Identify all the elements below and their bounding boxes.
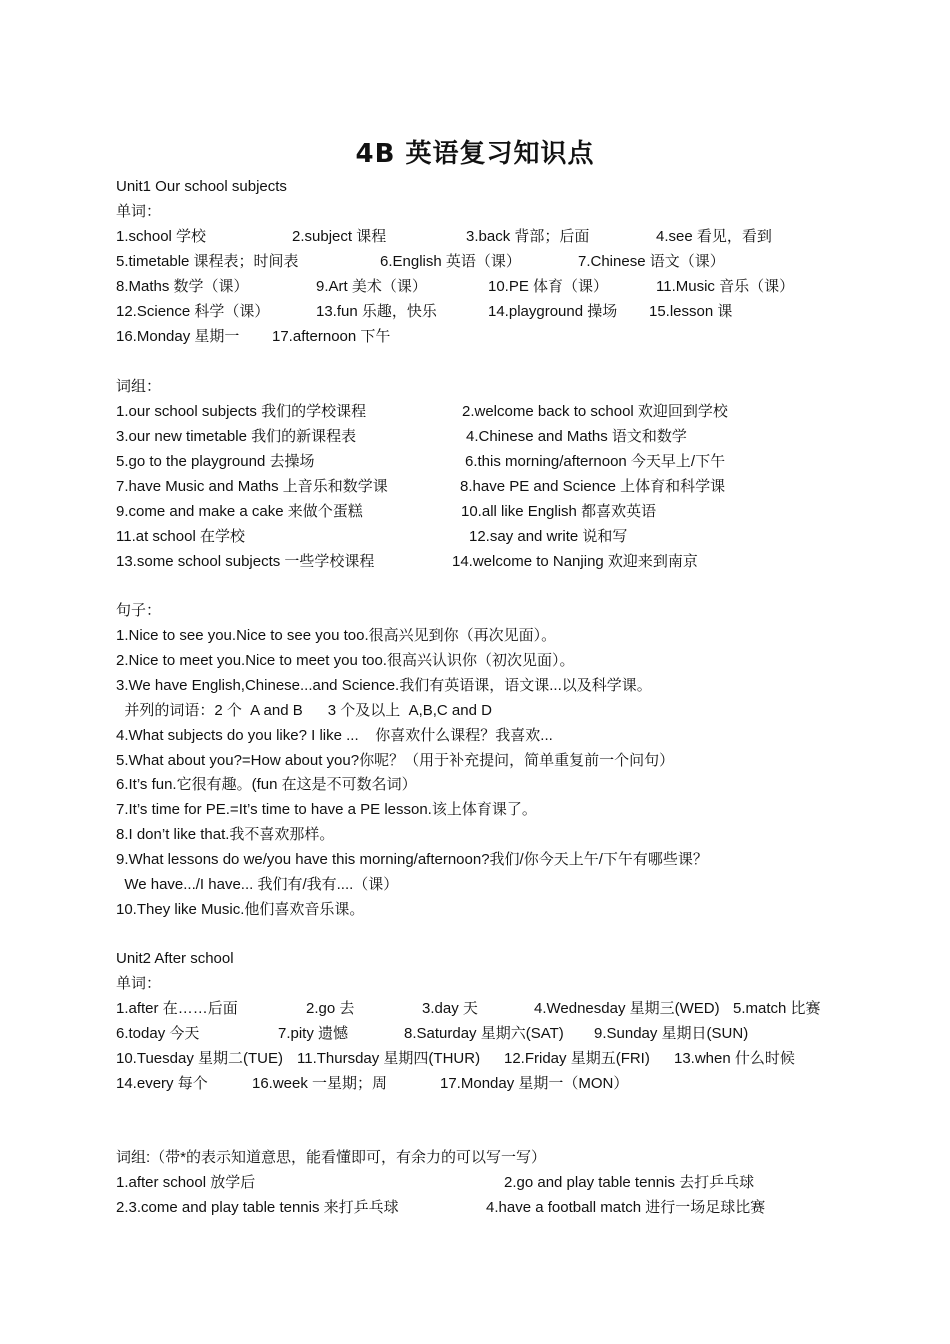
phrase-item: 10.all like English 都喜欢英语 xyxy=(461,503,657,520)
sentence-item: 8.I don’t like that.我不喜欢那样。 xyxy=(116,826,335,843)
sentence-item: 并列的词语：2 个 A and B 3 个及以上 A,B,C and D xyxy=(116,702,492,719)
sentence-item: 2.Nice to meet you.Nice to meet you too.很高兴认识你（初次见面）。 xyxy=(116,652,575,669)
phrase-item: 6.this morning/afternoon 今天早上/下午 xyxy=(465,453,726,470)
unit2-phrases-label: 词组:（带*的表示知道意思，能看懂即可，有余力的可以写一写） xyxy=(116,1149,547,1166)
word-item: 17.afternoon 下午 xyxy=(272,328,391,345)
sentence-item: 1.Nice to see you.Nice to see you too.很高兴见到你（再次见面）。 xyxy=(116,627,557,644)
word-item: 4.see 看见，看到 xyxy=(656,228,772,245)
phrase-item: 4.have a football match 进行一场足球比赛 xyxy=(486,1199,766,1216)
word-item: 15.lesson 课 xyxy=(649,303,733,320)
phrase-item: 5.go to the playground 去操场 xyxy=(116,453,315,470)
word-item: 12.Friday 星期五(FRI) xyxy=(504,1050,650,1067)
sentence-item: 5.What about you?=How about you?你呢？（用于补充提问，简单重复前一个问句） xyxy=(116,752,675,769)
sentence-item: 4.What subjects do you like? I like ... 你喜欢什么课程？我喜欢... xyxy=(116,727,553,744)
unit2-phrases-row xyxy=(116,1198,766,1278)
page-title: 4B 英语复习知识点 xyxy=(355,139,595,169)
word-item: 9.Sunday 星期日(SUN) xyxy=(594,1025,749,1042)
sentence-item: 6.It’s fun.它很有趣。(fun 在这是不可数名词） xyxy=(116,776,417,793)
word-item: 3.back 背部；后面 xyxy=(466,228,590,245)
sentence-item: We have.../I have... 我们有/我有....（课） xyxy=(116,876,399,893)
unit1-words-label: 单词： xyxy=(116,203,162,220)
phrase-item: 2.3.come and play table tennis 来打乒乓球 xyxy=(116,1199,399,1216)
word-item: 14.every 每个 xyxy=(116,1075,208,1092)
word-item: 6.today 今天 xyxy=(116,1025,200,1042)
word-item: 13.when 什么时候 xyxy=(674,1050,795,1067)
word-item: 2.go 去 xyxy=(306,1000,355,1017)
phrase-item: 12.say and write 说和写 xyxy=(469,528,628,545)
word-item: 6.English 英语（课） xyxy=(380,253,521,270)
word-item: 8.Maths 数学（课） xyxy=(116,278,249,295)
word-item: 10.PE 体育（课） xyxy=(488,278,609,295)
word-item: 14.playground 操场 xyxy=(488,303,618,320)
unit1-phrases-label: 词组： xyxy=(116,378,162,395)
word-item: 17.Monday 星期一（MON） xyxy=(440,1075,629,1092)
phrase-item: 8.have PE and Science 上体育和科学课 xyxy=(460,478,726,495)
unit1-sentences-label: 句子： xyxy=(116,602,162,619)
word-item: 9.Art 美术（课） xyxy=(316,278,427,295)
word-item: 5.timetable 课程表；时间表 xyxy=(116,253,299,270)
word-item: 3.day 天 xyxy=(422,1000,478,1017)
word-item: 11.Music 音乐（课） xyxy=(656,278,795,295)
word-item: 5.match 比赛 xyxy=(733,1000,821,1017)
word-item: 10.Tuesday 星期二(TUE) xyxy=(116,1050,283,1067)
phrase-item: 14.welcome to Nanjing 欢迎来到南京 xyxy=(452,553,698,570)
word-item: 7.pity 遗憾 xyxy=(278,1025,349,1042)
unit2-words-label: 单词： xyxy=(116,975,162,992)
phrase-item: 2.welcome back to school 欢迎回到学校 xyxy=(462,403,728,420)
word-item: 11.Thursday 星期四(THUR) xyxy=(297,1050,481,1067)
phrase-item: 2.go and play table tennis 去打乒乓球 xyxy=(504,1174,755,1191)
unit1-heading: Unit1 Our school subjects xyxy=(116,178,287,195)
phrase-item: 13.some school subjects 一些学校课程 xyxy=(116,553,375,570)
phrase-item: 1.our school subjects 我们的学校课程 xyxy=(116,403,367,420)
sentence-item: 9.What lessons do we/you have this morning/afternoon?我们/你今天上午/下午有哪些课？ xyxy=(116,851,708,868)
sentence-item: 7.It’s time for PE.=It’s time to have a PE lesson.该上体育课了。 xyxy=(116,801,537,818)
word-item: 13.fun 乐趣，快乐 xyxy=(316,303,437,320)
sentence-item: 10.They like Music.他们喜欢音乐课。 xyxy=(116,901,365,918)
word-item: 12.Science 科学（课） xyxy=(116,303,270,320)
phrase-item: 7.have Music and Maths 上音乐和数学课 xyxy=(116,478,388,495)
unit2-heading: Unit2 After school xyxy=(116,950,234,967)
sentence-item: 3.We have English,Chinese...and Science.我们有英语课，语文课...以及科学课。 xyxy=(116,677,652,694)
phrase-item: 4.Chinese and Maths 语文和数学 xyxy=(466,428,687,445)
word-item: 2.subject 课程 xyxy=(292,228,387,245)
word-item: 16.Monday 星期一 xyxy=(116,328,240,345)
word-item: 8.Saturday 星期六(SAT) xyxy=(404,1025,564,1042)
word-item: 1.after 在……后面 xyxy=(116,1000,238,1017)
phrase-item: 11.at school 在学校 xyxy=(116,528,245,545)
phrase-item: 9.come and make a cake 来做个蛋糕 xyxy=(116,503,363,520)
word-item: 16.week 一星期；周 xyxy=(252,1075,388,1092)
word-item: 4.Wednesday 星期三(WED) xyxy=(534,1000,720,1017)
word-item: 7.Chinese 语文（课） xyxy=(578,253,725,270)
phrase-item: 1.after school 放学后 xyxy=(116,1174,256,1191)
word-item: 1.school 学校 xyxy=(116,228,207,245)
phrase-item: 3.our new timetable 我们的新课程表 xyxy=(116,428,357,445)
